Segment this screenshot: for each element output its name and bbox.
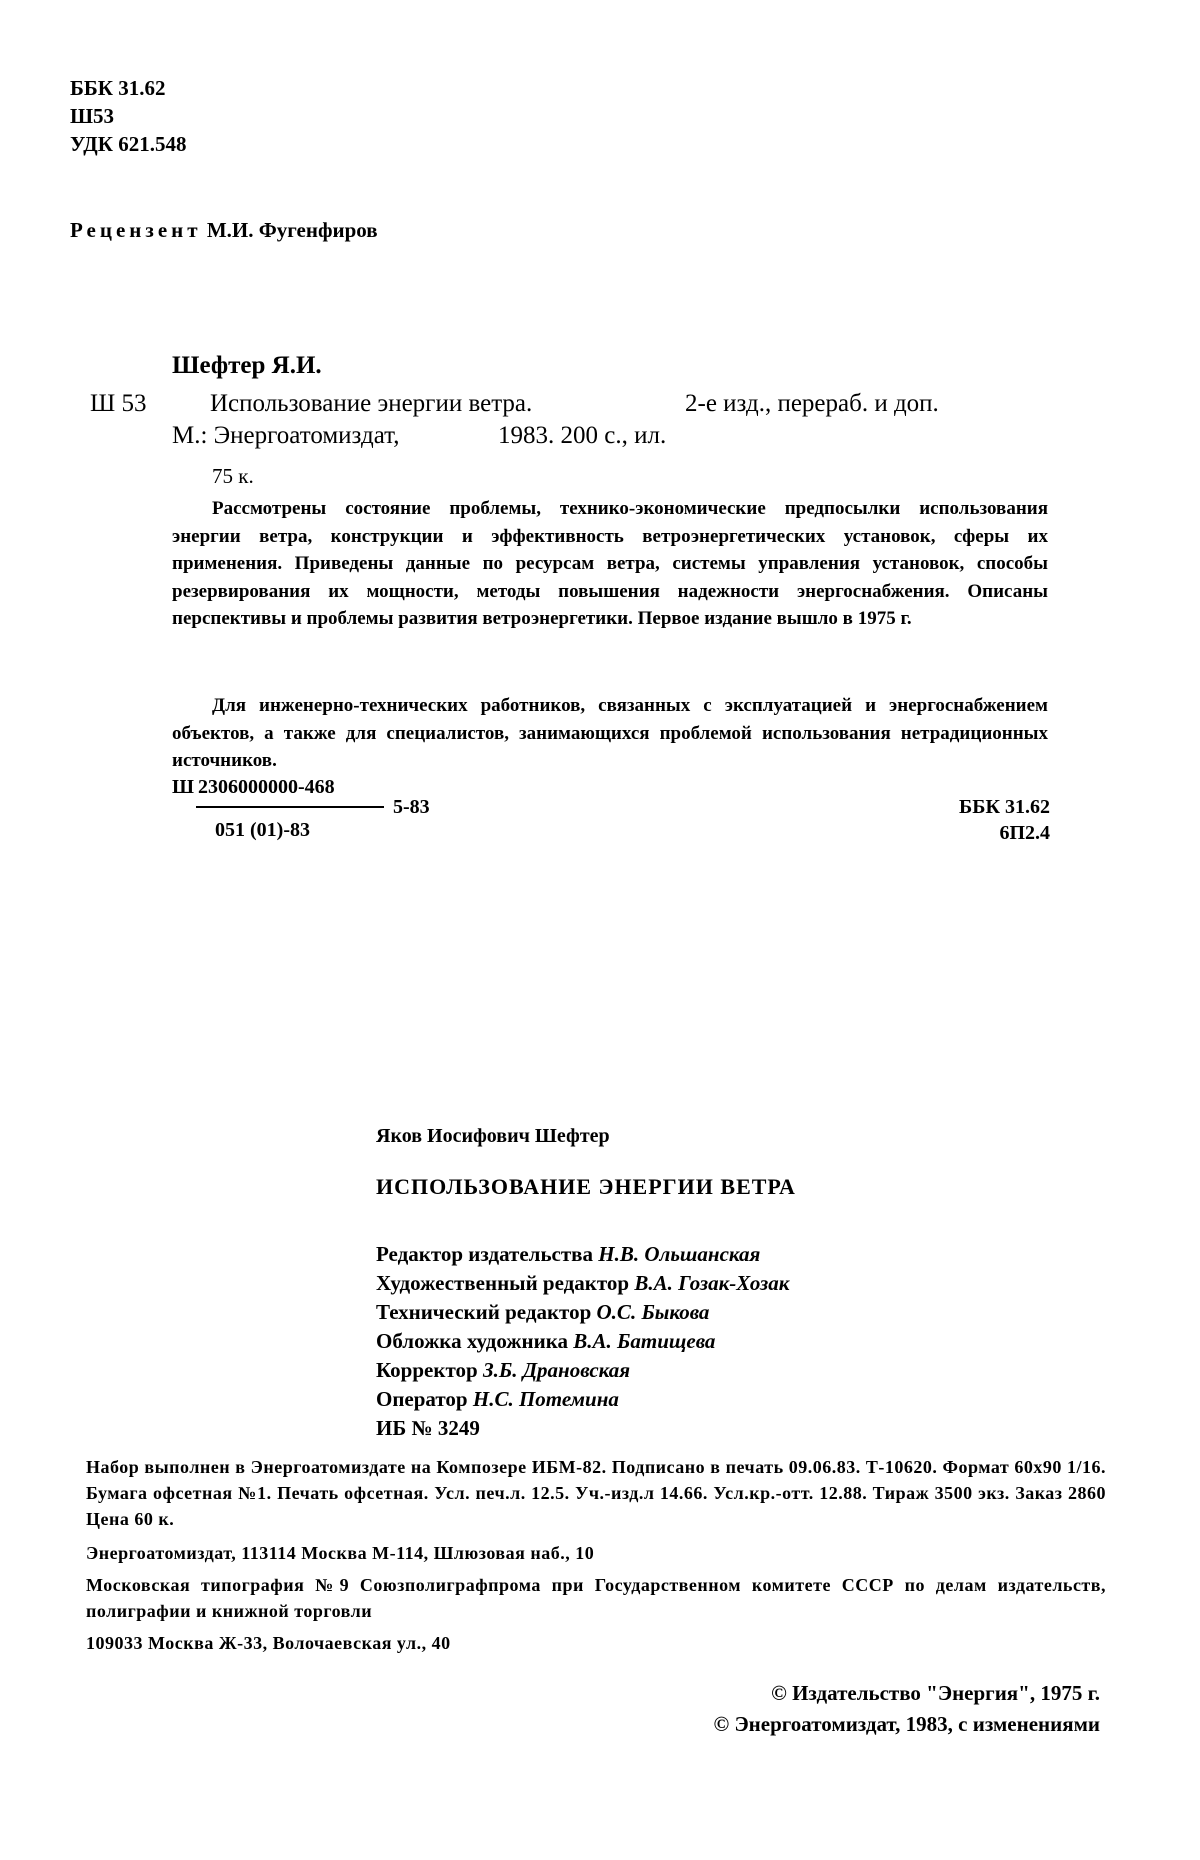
imprint-printer-address: 109033 Москва Ж-33, Волочаевская ул., 40 [86,1633,451,1653]
imprint-printer: Московская типография №9 Союзполиграфпрома при Государственном комитете СССР по делам издательств, полиграфии и книжной торговли [86,1575,1106,1621]
credit-corrector: Корректор З.Б. Драновская [376,1358,631,1382]
bbk-right-block [959,794,1050,846]
bbk-right-code: ББК 31.62 [959,796,1050,818]
credits-book-title: ИСПОЛЬЗОВАНИЕ ЭНЕРГИИ ВЕТРА [376,1174,796,1199]
catalog-edition: 2-е изд., перераб. и доп. [685,390,939,417]
catalog-author: Шефтер Я.И. [172,352,322,379]
classification-codes [70,74,186,158]
reviewer-label: Рецензент [70,218,202,242]
copyright-block [714,1678,1101,1740]
fraction-suffix: 5-83 [393,796,430,818]
credits-author: Яков Иосифович Шефтер [376,1125,610,1147]
imprint-publisher-address: Энергоатомиздат, 113114 Москва М-114, Шлюзовая наб., 10 [86,1543,595,1563]
reviewer-name: М.И. Фугенфиров [206,218,378,242]
credit-art-editor: Художественный редактор В.А. Гозак-Хозак [376,1271,790,1295]
bbk-code: ББК 31.62 [70,76,166,100]
catalog-copies: 75 к. [212,464,254,488]
credit-ib: ИБ № 3249 [376,1416,480,1440]
credits-list [376,1240,789,1443]
fraction-bar [196,806,384,808]
credit-tech-editor: Технический редактор О.С. Быкова [376,1300,710,1324]
catalog-title: Использование энергии ветра. [210,390,533,417]
imprint-typeset: Набор выполнен в Энергоатомиздате на Композере ИБМ-82. Подписано в печать 09.06.83. Т-10620. Формат 60х90 1/16. Бумага офсетная №1. Печать офсетная. Усл. печ.л. 12.5. Уч.-изд.л 14.66. Усл.кр.-отт. 12.88. Тираж 3500 экз. Заказ 2860 Цена 60 к. [86,1457,1106,1529]
abstract-paragraph: Рассмотрены состояние проблемы, технико-экономические предпосылки использования энергии ветра, конструкции и эффективность ветроэнергетических установок, сферы их применения. Приведены данные по ресурсам ветра, системы управления установок, способы резервирования их мощности, методы повышения надежности энергоснабжения. Описаны перспективы и проблемы развития ветроэнергетики. Первое издание вышло в 1975 г. [172,498,1048,629]
credit-editor: Редактор издательства Н.В. Ольшанская [376,1242,761,1266]
fraction-denominator: 051 (01)-83 [215,819,310,841]
bbk-right-code-2: 6П2.4 [999,822,1050,844]
credit-cover: Обложка художника В.А. Батищева [376,1329,716,1353]
udk-code: УДК 621.548 [70,132,187,156]
catalog-year-pages: 1983. 200 с., ил. [498,422,667,449]
copyright-line-2: © Энергоатомиздат, 1983, с изменениями [713,1712,1100,1736]
credit-operator: Оператор Н.С. Потемина [376,1387,619,1411]
fraction-numerator: 2306000000-468 [198,776,335,798]
fraction-prefix: Ш [172,776,194,798]
copyright-line-1: © Издательство "Энергия", 1975 г. [771,1681,1100,1705]
audience-paragraph: Для инженерно-технических работников, связанных с эксплуатацией и энергоснабжением объектов, а также для специалистов, занимающихся проблемой использования нетрадиционных источников. [172,695,1048,771]
author-mark: Ш53 [70,104,115,128]
catalog-code: Ш 53 [90,390,147,417]
catalog-publisher: М.: Энергоатомиздат, [172,422,400,449]
reviewer-line [70,218,378,243]
